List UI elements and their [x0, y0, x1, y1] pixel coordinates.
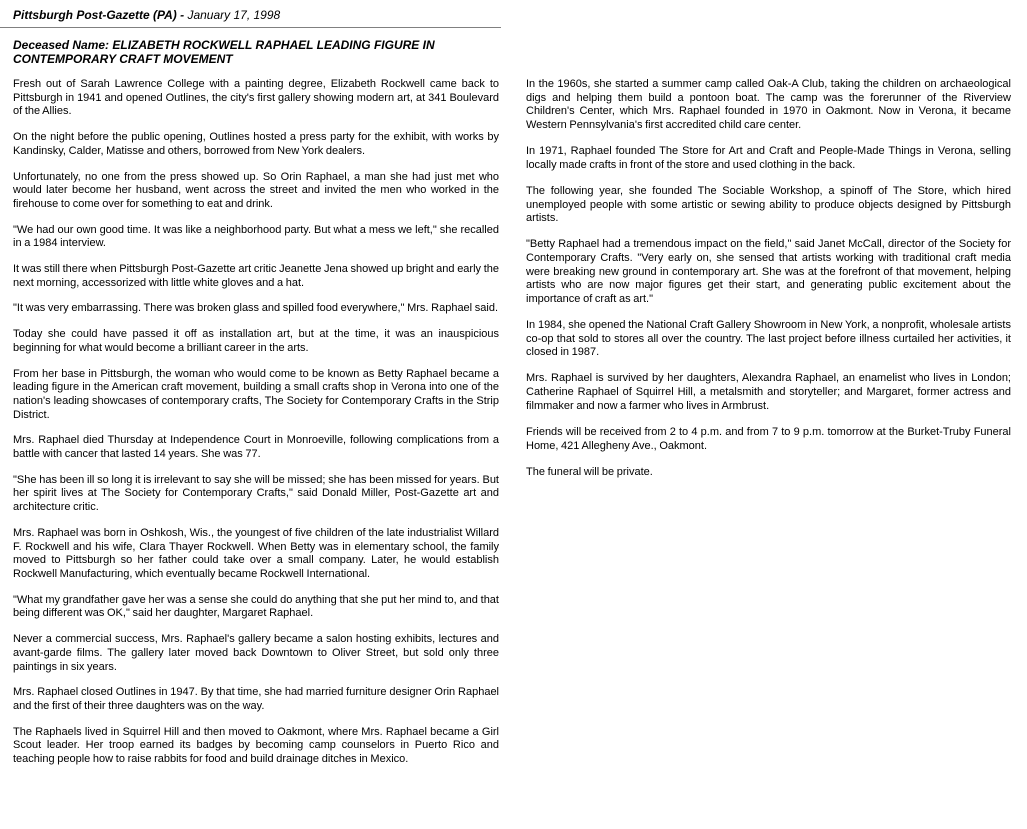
paragraph: Today she could have passed it off as installation art, but at the time, it was an inauspicious beginning for what would become a brilliant career in the arts.	[13, 328, 499, 354]
paragraph: In 1984, she opened the National Craft Gallery Showroom in New York, a nonprofit, wholesale artists co-op that sold to stores all over the country. The last project before illness curtailed her activities, it closed in 1987.	[526, 319, 1011, 359]
paragraph: It was still there when Pittsburgh Post-Gazette art critic Jeanette Jena showed up bright and early the next morning, accessorized with little white gloves and a hat.	[13, 263, 499, 289]
paragraph: In 1971, Raphael founded The Store for Art and Craft and People-Made Things in Verona, selling locally made crafts in front of the store and used clothing in the back.	[526, 145, 1011, 171]
paragraph: Unfortunately, no one from the press showed up. So Orin Raphael, a man she had just met who would later become her husband, went across the street and invited the men who worked in the firehouse to come over for something to eat and drink.	[13, 170, 499, 210]
header-divider	[0, 27, 501, 28]
paragraph: Mrs. Raphael was born in Oshkosh, Wis., the youngest of five children of the late industrialist Willard F. Rockwell and his wife, Clara Thayer Rockwell. When Betty was in elementary school, the family moved to Pittsburgh so her father could take over a small company. Later, he would establish Rockwell Manufacturing, which eventually became Rockwell International.	[13, 526, 499, 580]
publication-name: Pittsburgh Post-Gazette (PA)	[13, 8, 177, 22]
paragraph: Friends will be received from 2 to 4 p.m. and from 7 to 9 p.m. tomorrow at the Burket-Truby Funeral Home, 421 Allegheny Ave., Oakmont.	[526, 425, 1011, 452]
paragraph: From her base in Pittsburgh, the woman who would come to be known as Betty Raphael became a leading figure in the American craft movement, building a small crafts shop in Verona into one of the nation's leading showcases of contemporary crafts, The Society for Contemporary Crafts in the Strip District.	[13, 367, 499, 421]
paragraph: "She has been ill so long it is irrelevant to say she will be missed; she has been missed for years. But her spirit lives at The Society for Contemporary Crafts," said Donald Miller, Post-Gazette art and architecture critic.	[13, 473, 499, 514]
paragraph: Never a commercial success, Mrs. Raphael's gallery became a salon hosting exhibits, lectures and avant-garde films. The gallery later moved back Downtown to Oliver Street, but sold only three paintings in six years.	[13, 633, 499, 673]
paragraph: The following year, she founded The Sociable Workshop, a spinoff of The Store, which hired unemployed people with some artistic or sewing ability to produce objects designed by Pittsburgh artists.	[526, 184, 1011, 225]
paragraph: "Betty Raphael had a tremendous impact on the field," said Janet McCall, director of the Society for Contemporary Crafts. "Very early on, she sensed that artists working with traditional craft media were breaking new ground in contemporary art. She was at the forefront of that movement, helping artists who are now major figures get their start, and generating public excitement about the importance of craft as art."	[526, 238, 1011, 306]
paragraph: "We had our own good time. It was like a neighborhood party. But what a mess we left," she recalled in a 1984 interview.	[13, 223, 499, 250]
right-column	[526, 78, 1011, 492]
masthead	[13, 7, 499, 23]
masthead-separator: -	[176, 8, 188, 22]
paragraph: The Raphaels lived in Squirrel Hill and then moved to Oakmont, where Mrs. Raphael became a Girl Scout leader. Her troop earned its badges by becoming camp counselors in Puerto Rico and teaching people how to raise rabbits for food and build drainage ditches in Mexico.	[13, 725, 499, 766]
paragraph: "It was very embarrassing. There was broken glass and spilled food everywhere," Mrs. Raphael said.	[13, 302, 499, 315]
left-column	[13, 78, 499, 779]
paragraph: "What my grandfather gave her was a sense she could do anything that she put her mind to, and that being different was OK," said her daughter, Margaret Raphael.	[13, 593, 499, 620]
paragraph: On the night before the public opening, Outlines hosted a press party for the exhibit, with works by Kandinsky, Calder, Matisse and others, borrowed from New York dealers.	[13, 131, 499, 157]
masthead-block	[13, 7, 499, 23]
paragraph: Mrs. Raphael is survived by her daughters, Alexandra Raphael, an enamelist who lives in London; Catherine Raphael of Squirrel Hill, a metalsmith and storyteller; and Margaret, former actress and filmmaker and now a farmer who lives in Armbrust.	[526, 372, 1011, 412]
paragraph: Mrs. Raphael died Thursday at Independence Court in Monroeville, following complications from a battle with cancer that lasted 14 years. She was 77.	[13, 434, 499, 461]
paragraph: The funeral will be private.	[526, 465, 653, 478]
paragraph: In the 1960s, she started a summer camp called Oak-A Club, taking the children on archaeological digs and helping them build a pontoon boat. The camp was the forerunner of the Riverview Children's Center, which Mrs. Raphael founded in 1970 in Oakmont. Now in Verona, it became Western Pennsylvania's first accredited child care center.	[526, 78, 1011, 132]
publication-date: January 17, 1998	[187, 8, 281, 22]
paragraph: Mrs. Raphael closed Outlines in 1947. By that time, she had married furniture designer Orin Raphael and the first of their three daughters was on the way.	[13, 686, 499, 712]
article-headline: Deceased Name: ELIZABETH ROCKWELL RAPHAEL LEADING FIGURE IN CONTEMPORARY CRAFT MOVEMENT	[13, 38, 435, 66]
paragraph: Fresh out of Sarah Lawrence College with a painting degree, Elizabeth Rockwell came back to Pittsburgh in 1941 and opened Outlines, the city's first gallery showing modern art, at 341 Boulevard of the Allies.	[13, 78, 499, 118]
